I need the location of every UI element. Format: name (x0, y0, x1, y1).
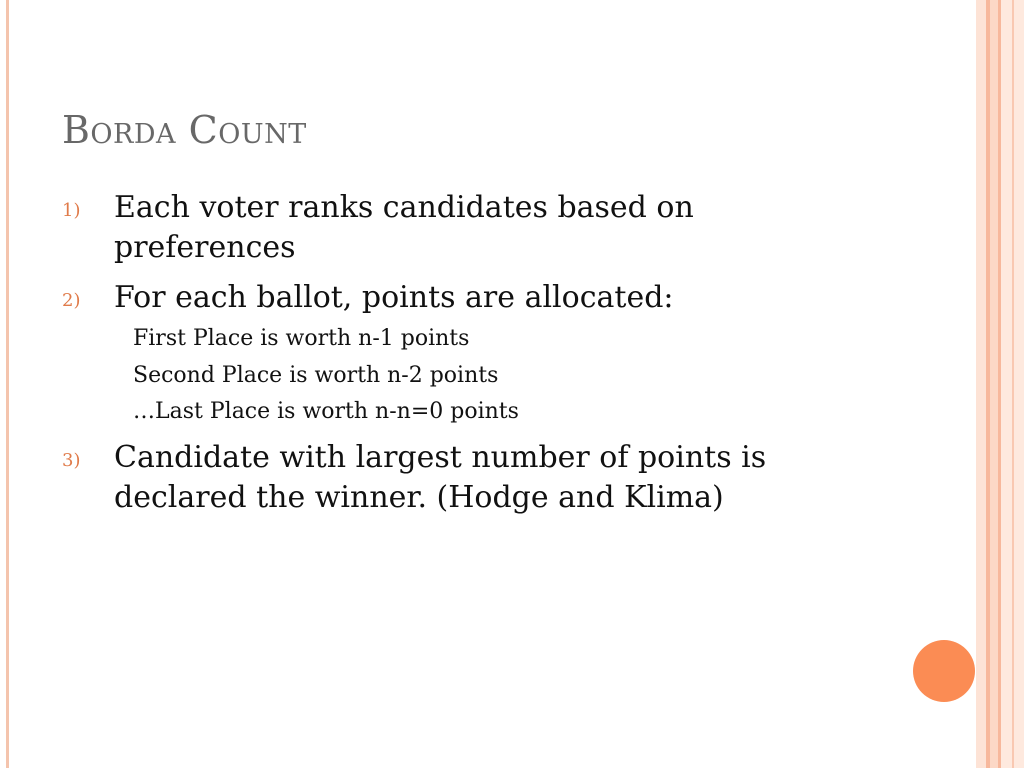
list-item-number: 1) (62, 200, 81, 221)
right-decorative-band (976, 0, 986, 768)
list-item-number: 3) (62, 450, 81, 471)
list-item-text: Each voter ranks candidates based on preferences (114, 190, 694, 265)
left-border-line (6, 0, 9, 768)
right-decorative-band (990, 0, 998, 768)
list-item-text: For each ballot, points are allocated: (114, 280, 674, 315)
sub-list-item: Second Place is worth n-2 points (133, 363, 499, 388)
sub-list-item: …Last Place is worth n-n=0 points (133, 399, 519, 424)
sub-list-item: First Place is worth n-1 points (133, 326, 470, 351)
decorative-orange-circle (913, 640, 975, 702)
right-decorative-band (1012, 0, 1014, 768)
list-item-number: 2) (62, 290, 81, 311)
list-item-text: Candidate with largest number of points is declared the winner. (Hodge and Klima) (114, 440, 767, 515)
slide-title: Borda Count (62, 108, 307, 152)
